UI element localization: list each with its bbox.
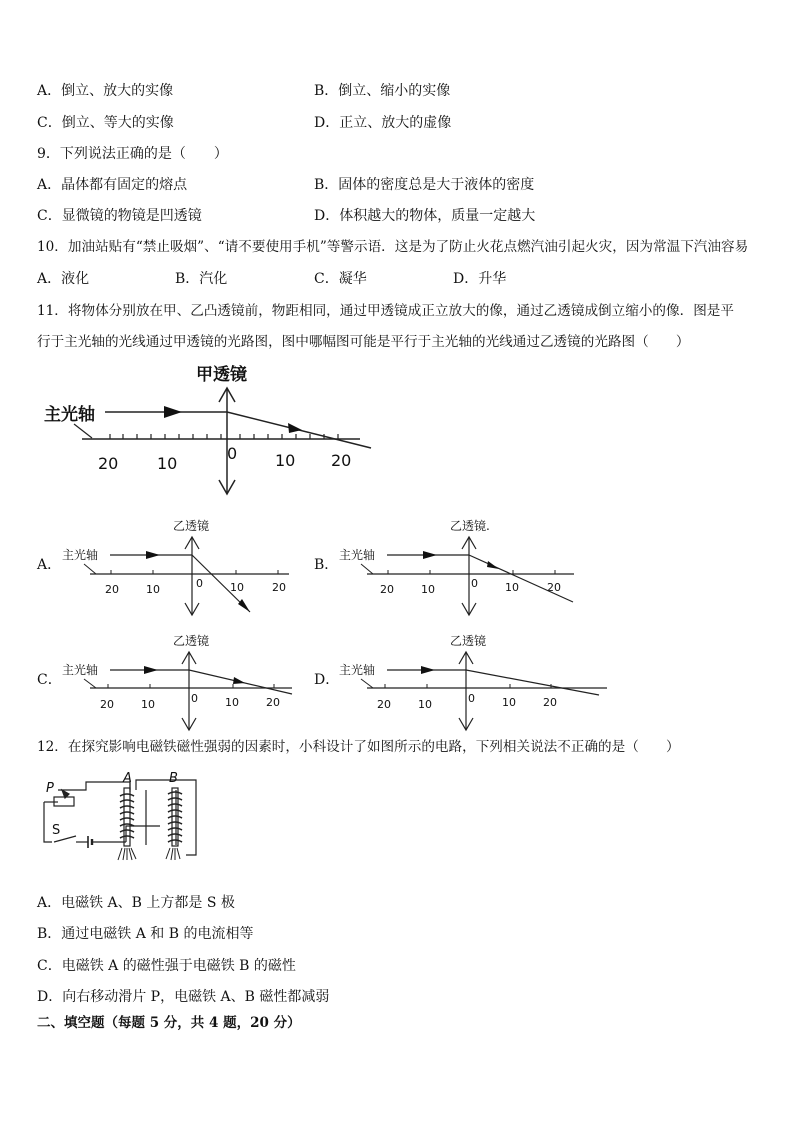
q11-option-b-figure [337, 515, 577, 620]
option-d-tick-1: 20 [377, 698, 391, 711]
q8-option-a: A．倒立、放大的实像 [37, 83, 174, 99]
option-d-tick-3: 0 [468, 692, 475, 705]
q9-option-b: B．固体的密度总是大于液体的密度 [314, 177, 535, 193]
option-d-tick-5: 20 [543, 696, 557, 709]
q9-option-d: D．体积越大的物体，质量一定越大 [314, 208, 536, 224]
option-b-lens-label: 乙透镜. [450, 519, 490, 533]
option-d-lens [459, 652, 473, 730]
q11-stem-line2: 行于主光轴的光线通过甲透镜的光路图，图中哪幅图可能是平行于主光轴的光线通过乙透镜的光路图（ ） [37, 334, 690, 350]
q10-option-a: A．液化 [37, 271, 90, 287]
q11-option-a-figure [60, 515, 300, 620]
option-a-lens [185, 537, 199, 615]
option-c-lens-label: 乙透镜 [173, 634, 210, 648]
q10-stem: 10．加油站贴有“禁止吸烟”、“请不要使用手机”等警示语．这是为了防止火花点燃汽油引起火灾，因为常温下汽油容易 [37, 239, 749, 255]
option-b-tick-1: 20 [380, 583, 394, 596]
option-a-tick-3: 0 [196, 577, 203, 590]
q12-option-c: C．电磁铁 A 的磁性强于电磁铁 B 的磁性 [37, 958, 296, 974]
option-c-tick-5: 20 [266, 696, 280, 709]
main-lens-label: 甲透镜 [196, 365, 247, 385]
option-b-lens [462, 537, 476, 615]
q12-option-d: D．向右移动滑片 P，电磁铁 A、B 磁性都减弱 [37, 989, 330, 1005]
q10-option-d: D．升华 [453, 271, 507, 287]
q11-option-b-letter: B． [314, 557, 339, 573]
option-b-tick-4: 10 [505, 581, 519, 594]
q10-option-c: C．凝华 [314, 271, 367, 287]
label-a: A [123, 771, 132, 786]
q9-option-a: A．晶体都有固定的熔点 [37, 177, 188, 193]
main-tick-5: 20 [331, 451, 352, 470]
q9-option-c: C．显微镜的物镜是凹透镜 [37, 208, 202, 224]
q11-option-d-letter: D． [314, 672, 340, 688]
option-d-tick-2: 10 [418, 698, 432, 711]
q9-stem: 9．下列说法正确的是（ ） [37, 146, 228, 162]
option-a-tick-4: 10 [230, 581, 244, 594]
main-axis-label: 主光轴 [44, 405, 95, 425]
q11-stem-line1: 11．将物体分别放在甲、乙凸透镜前，物距相同，通过甲透镜成正立放大的像，通过乙透镜成倒立缩小的像．图是平 [37, 303, 734, 319]
main-tick-2: 10 [157, 454, 178, 473]
option-c-tick-1: 20 [100, 698, 114, 711]
label-p: P [46, 781, 54, 796]
option-b-tick-2: 10 [421, 583, 435, 596]
option-c-axis-label: 主光轴 [62, 663, 99, 677]
label-s: S [52, 823, 61, 838]
option-d-tick-4: 10 [502, 696, 516, 709]
q10-option-b: B．汽化 [175, 271, 228, 287]
q8-option-b: B．倒立、缩小的实像 [314, 83, 451, 99]
label-b: B [169, 771, 178, 786]
option-a-tick-5: 20 [272, 581, 286, 594]
option-a-tick-2: 10 [146, 583, 160, 596]
q8-option-d: D．正立、放大的虚像 [314, 115, 452, 131]
option-a-tick-1: 20 [105, 583, 119, 596]
main-convex-lens [219, 388, 238, 494]
q12-option-a: A．电磁铁 A、B 上方都是 S 极 [37, 895, 235, 911]
option-c-lens [182, 652, 196, 730]
option-b-tick-5: 20 [547, 581, 561, 594]
section-2-heading: 二、填空题（每题 5 分，共 4 题，20 分） [37, 1015, 301, 1031]
main-tick-1: 20 [98, 454, 119, 473]
q11-main-figure [40, 360, 380, 500]
option-d-axis-label: 主光轴 [339, 663, 376, 677]
main-ray-arrow [164, 406, 182, 418]
q11-option-a-letter: A． [37, 557, 62, 573]
main-refracted-arrow [288, 423, 302, 433]
q11-option-c-figure [60, 630, 300, 735]
q12-stem: 12．在探究影响电磁铁磁性强弱的因素时，小科设计了如图所示的电路，下列相关说法不正确的是（ ） [37, 739, 680, 755]
option-c-tick-3: 0 [191, 692, 198, 705]
option-d-lens-label: 乙透镜 [450, 634, 487, 648]
option-c-tick-2: 10 [141, 698, 155, 711]
option-a-lens-label: 乙透镜 [173, 519, 210, 533]
option-b-axis-label: 主光轴 [339, 548, 376, 562]
option-b-tick-3: 0 [471, 577, 478, 590]
q12-option-b: B．通过电磁铁 A 和 B 的电流相等 [37, 926, 254, 942]
option-a-axis-label: 主光轴 [62, 548, 99, 562]
q11-option-c-letter: C． [37, 672, 62, 688]
main-tick-4: 10 [275, 451, 296, 470]
q8-option-c: C．倒立、等大的实像 [37, 115, 174, 131]
q12-circuit-diagram [36, 770, 206, 880]
q11-option-d-figure [337, 630, 617, 735]
option-c-tick-4: 10 [225, 696, 239, 709]
main-tick-3: 0 [227, 444, 238, 463]
